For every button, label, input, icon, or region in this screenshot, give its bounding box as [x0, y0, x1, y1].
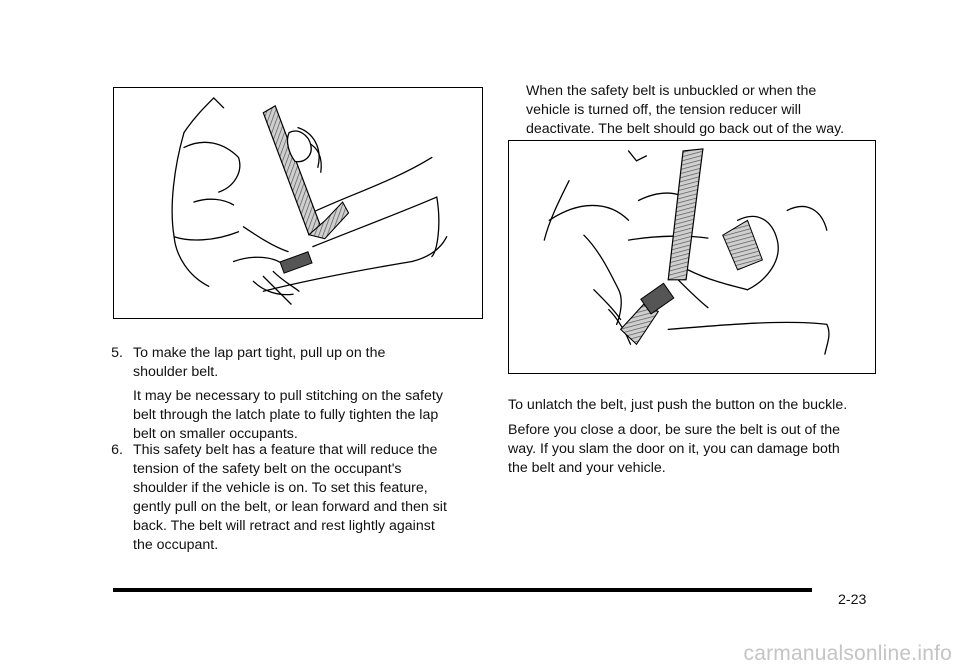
watermark: carmanualsonline.info [743, 642, 952, 665]
step-5-text [133, 344, 385, 382]
figure-pull-shoulder-belt [113, 87, 483, 319]
step-6-line: back. The belt will retract and rest lightly against [133, 518, 435, 534]
step-5-line: shoulder belt. [133, 364, 219, 380]
door-warning-line: Before you close a door, be sure the belt is out of the [508, 422, 841, 438]
step-6-line: shoulder if the vehicle is on. To set this feature, [133, 480, 428, 496]
step-6-line: tension of the safety belt on the occupant's [133, 461, 402, 477]
footer-rule [113, 588, 812, 592]
step-5-note-line: belt on smaller occupants. [133, 426, 298, 442]
illustration-occupant-pulling-belt [114, 88, 482, 318]
illustration-hands-on-buckle [509, 141, 875, 373]
door-warning-line: the belt and your vehicle. [508, 460, 666, 476]
page-number: 2-23 [838, 592, 867, 608]
step-6-line: gently pull on the belt, or lean forward and then sit [133, 499, 447, 515]
tension-reducer-line: vehicle is turned off, the tension reducer will [526, 102, 801, 118]
step-5-note [133, 387, 493, 444]
step-6-text [133, 441, 447, 555]
step-5-note-line: belt through the latch plate to fully tighten the lap [133, 407, 439, 423]
tension-reducer-line: deactivate. The belt should go back out of the way. [526, 121, 845, 137]
step-5-note-line: It may be necessary to pull stitching on the safety [133, 388, 443, 404]
tension-reducer-paragraph [526, 82, 886, 139]
door-warning-paragraph [508, 421, 888, 478]
unlatch-paragraph [508, 396, 888, 415]
unlatch-line: To unlatch the belt, just push the button on the buckle. [508, 397, 848, 413]
door-warning-line: way. If you slam the door on it, you can damage both [508, 441, 840, 457]
tension-reducer-line: When the safety belt is unbuckled or when the [526, 83, 817, 99]
step-6-line: the occupant. [133, 537, 219, 553]
step-6-line: This safety belt has a feature that will reduce the [133, 442, 438, 458]
step-5-line: To make the lap part tight, pull up on the [133, 345, 386, 361]
figure-unlatch-belt [508, 140, 876, 374]
step-6-number: 6. [111, 442, 123, 458]
step-5-number: 5. [111, 345, 123, 361]
